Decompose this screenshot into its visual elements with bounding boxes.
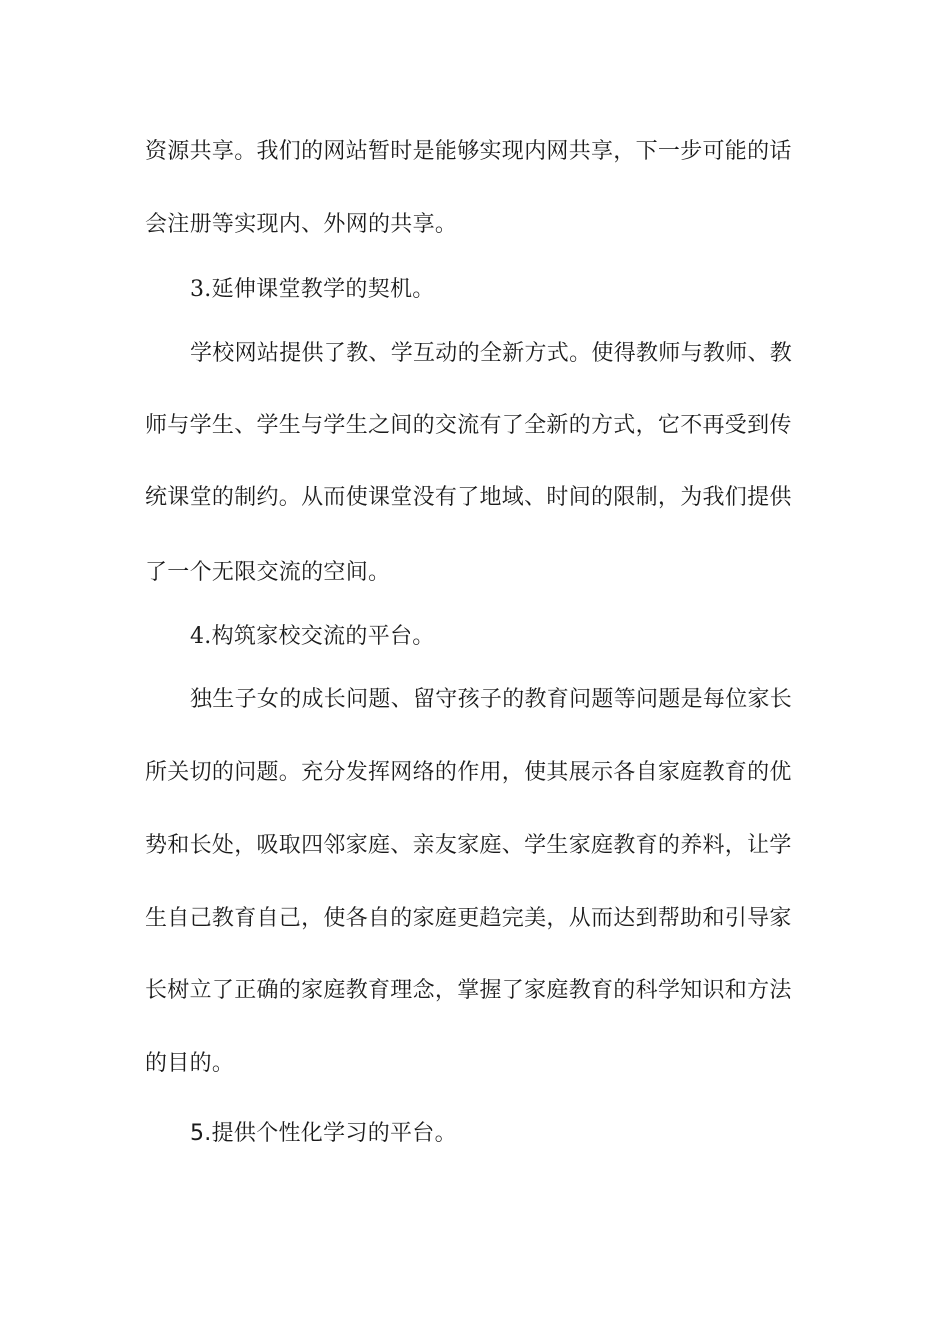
- paragraph-line: 师与学生、学生与学生之间的交流有了全新的方式，它不再受到传: [145, 413, 792, 438]
- paragraph-line: 会注册等实现内、外网的共享。: [145, 212, 458, 237]
- paragraph-line: 独生子女的成长问题、留守孩子的教育问题等问题是每位家长: [190, 687, 793, 712]
- section-heading-3: 3.延伸课堂教学的契机。: [190, 277, 435, 302]
- paragraph-line: 长树立了正确的家庭教育理念，掌握了家庭教育的科学知识和方法: [145, 978, 792, 1003]
- section-heading-4: 4.构筑家校交流的平台。: [190, 624, 435, 649]
- paragraph-line: 生自己教育自己，使各自的家庭更趋完美，从而达到帮助和引导家: [145, 906, 792, 931]
- paragraph-line: 的目的。: [145, 1051, 235, 1076]
- section-heading-5: 5.提供个性化学习的平台。: [190, 1121, 457, 1146]
- paragraph-line: 统课堂的制约。从而使课堂没有了地域、时间的限制，为我们提供: [145, 485, 792, 510]
- paragraph-line: 学校网站提供了教、学互动的全新方式。使得教师与教师、教: [190, 341, 793, 366]
- paragraph-line: 所关切的问题。充分发挥网络的作用，使其展示各自家庭教育的优: [145, 760, 792, 785]
- paragraph-line: 了一个无限交流的空间。: [145, 560, 391, 585]
- paragraph-line: 势和长处，吸取四邻家庭、亲友家庭、学生家庭教育的养料，让学: [145, 833, 792, 858]
- paragraph-line: 资源共享。我们的网站暂时是能够实现内网共享，下一步可能的话: [145, 139, 792, 164]
